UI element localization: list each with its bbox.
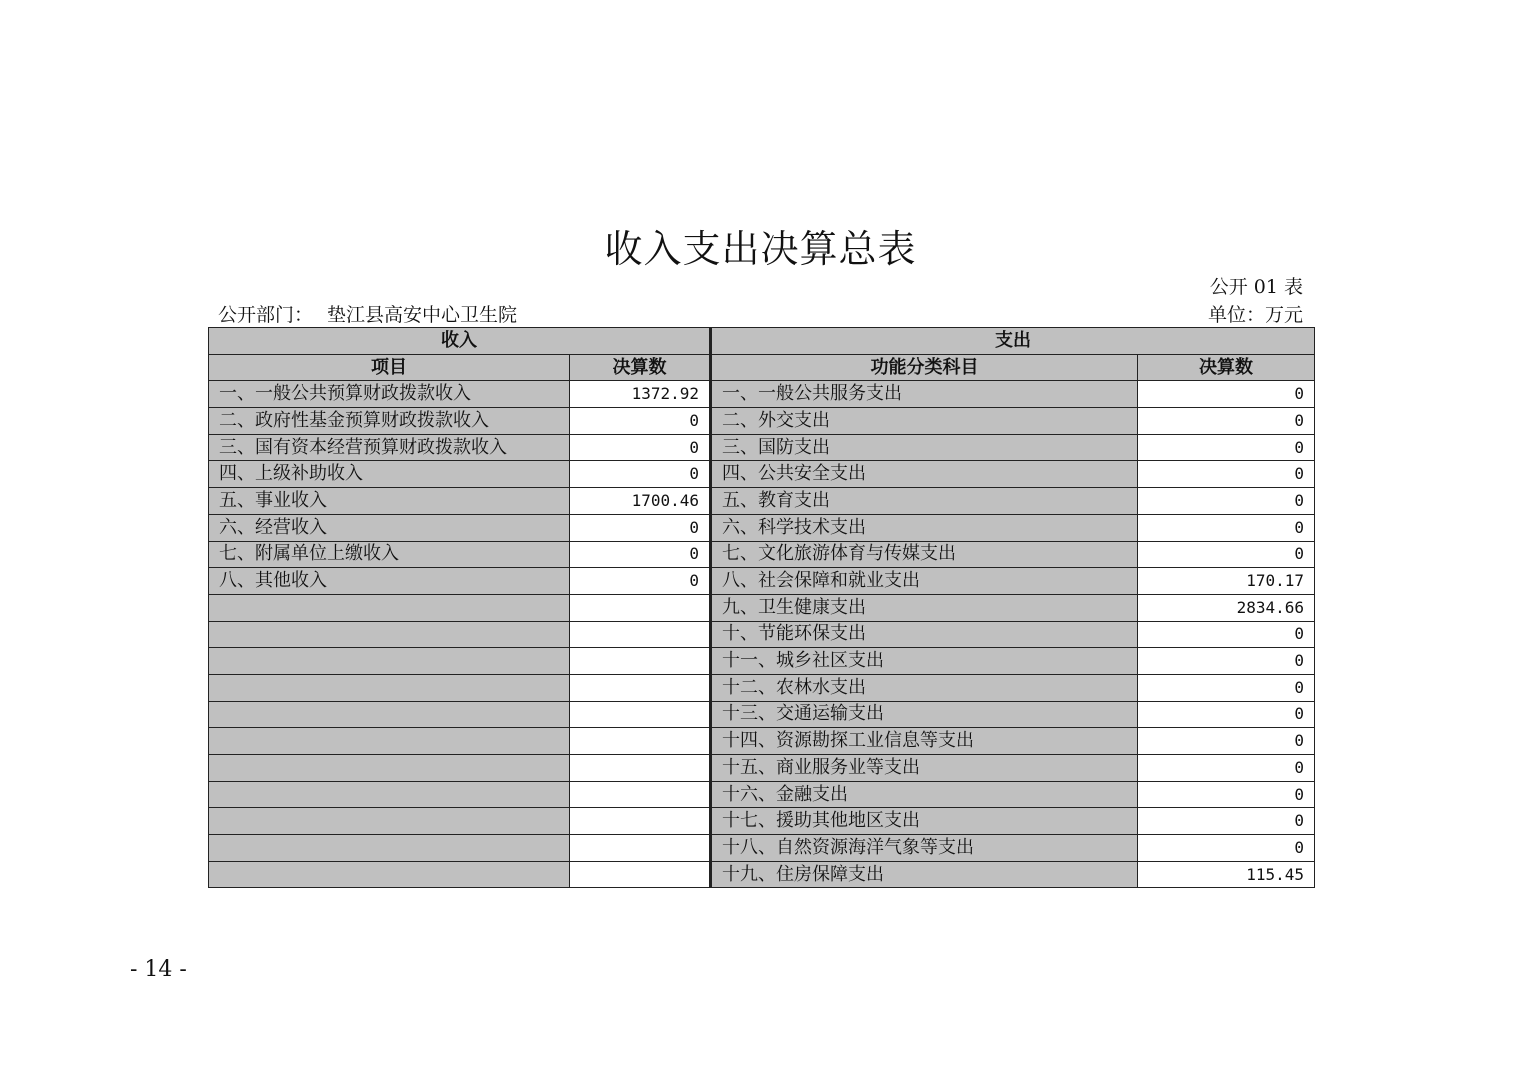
income-value-cell xyxy=(570,674,711,701)
section-header-row xyxy=(209,328,1315,355)
income-value-cell: 1700.46 xyxy=(570,488,711,515)
table-row xyxy=(209,781,1315,808)
category-header: 功能分类科目 xyxy=(711,354,1138,381)
income-value-cell xyxy=(570,781,711,808)
income-value-cell xyxy=(570,648,711,675)
income-value-cell: 0 xyxy=(570,408,711,435)
table-row xyxy=(209,648,1315,675)
expense-value-cell: 0 xyxy=(1138,381,1315,408)
table-row xyxy=(209,541,1315,568)
income-item-cell: 三、国有资本经营预算财政拨款收入 xyxy=(209,434,570,461)
expense-value-cell: 0 xyxy=(1138,781,1315,808)
income-item-cell xyxy=(209,861,570,888)
expense-value-cell: 0 xyxy=(1138,541,1315,568)
income-value-cell: 0 xyxy=(570,514,711,541)
expense-value-cell: 0 xyxy=(1138,514,1315,541)
expense-item-cell: 六、科学技术支出 xyxy=(711,514,1138,541)
income-item-cell xyxy=(209,674,570,701)
expense-item-cell: 十二、农林水支出 xyxy=(711,674,1138,701)
income-item-cell: 四、上级补助收入 xyxy=(209,461,570,488)
expense-value-cell: 0 xyxy=(1138,808,1315,835)
table-row xyxy=(209,755,1315,782)
expense-item-cell: 四、公共安全支出 xyxy=(711,461,1138,488)
expense-item-cell: 一、一般公共服务支出 xyxy=(711,381,1138,408)
expense-value-cell: 115.45 xyxy=(1138,861,1315,888)
income-item-cell: 八、其他收入 xyxy=(209,568,570,595)
table-row xyxy=(209,621,1315,648)
table-row xyxy=(209,861,1315,888)
income-value-cell xyxy=(570,861,711,888)
department-name: 垫江县高安中心卫生院 xyxy=(327,304,518,326)
table-row xyxy=(209,568,1315,595)
expense-item-cell: 五、教育支出 xyxy=(711,488,1138,515)
expense-value-cell: 0 xyxy=(1138,408,1315,435)
income-amount-header: 决算数 xyxy=(570,354,711,381)
table-row xyxy=(209,808,1315,835)
expense-value-cell: 0 xyxy=(1138,434,1315,461)
income-value-cell xyxy=(570,808,711,835)
income-item-cell: 五、事业收入 xyxy=(209,488,570,515)
income-value-cell xyxy=(570,835,711,862)
expense-value-cell: 2834.66 xyxy=(1138,594,1315,621)
income-item-cell xyxy=(209,728,570,755)
income-item-cell xyxy=(209,701,570,728)
table-row xyxy=(209,835,1315,862)
table-row xyxy=(209,381,1315,408)
table-row xyxy=(209,728,1315,755)
expense-item-cell: 十六、金融支出 xyxy=(711,781,1138,808)
income-item-cell xyxy=(209,755,570,782)
expense-item-cell: 十九、住房保障支出 xyxy=(711,861,1138,888)
table-row xyxy=(209,514,1315,541)
expense-item-cell: 八、社会保障和就业支出 xyxy=(711,568,1138,595)
table-row xyxy=(209,461,1315,488)
expense-item-cell: 十三、交通运输支出 xyxy=(711,701,1138,728)
expense-value-cell: 0 xyxy=(1138,835,1315,862)
income-item-cell xyxy=(209,621,570,648)
expense-item-cell: 十、节能环保支出 xyxy=(711,621,1138,648)
income-value-cell xyxy=(570,728,711,755)
department-line xyxy=(218,300,517,327)
table-row xyxy=(209,434,1315,461)
income-value-cell: 0 xyxy=(570,568,711,595)
budget-table xyxy=(208,327,1315,888)
expense-value-cell: 0 xyxy=(1138,701,1315,728)
department-label: 公开部门： xyxy=(218,304,314,326)
income-item-cell: 二、政府性基金预算财政拨款收入 xyxy=(209,408,570,435)
income-value-cell xyxy=(570,701,711,728)
income-header: 收入 xyxy=(209,328,711,355)
form-number: 公开 01 表 xyxy=(1209,276,1303,298)
income-value-cell: 0 xyxy=(570,541,711,568)
expense-value-cell: 0 xyxy=(1138,461,1315,488)
expense-item-cell: 二、外交支出 xyxy=(711,408,1138,435)
unit-label: 单位：万元 xyxy=(1207,304,1303,326)
income-value-cell xyxy=(570,621,711,648)
income-item-cell: 七、附属单位上缴收入 xyxy=(209,541,570,568)
expense-value-cell: 0 xyxy=(1138,488,1315,515)
expense-item-cell: 十五、商业服务业等支出 xyxy=(711,755,1138,782)
expense-item-cell: 三、国防支出 xyxy=(711,434,1138,461)
income-value-cell: 0 xyxy=(570,434,711,461)
expense-item-cell: 十七、援助其他地区支出 xyxy=(711,808,1138,835)
expense-amount-header: 决算数 xyxy=(1138,354,1315,381)
income-value-cell xyxy=(570,594,711,621)
table-row xyxy=(209,488,1315,515)
income-item-cell xyxy=(209,648,570,675)
expense-item-cell: 九、卫生健康支出 xyxy=(711,594,1138,621)
expense-value-cell: 170.17 xyxy=(1138,568,1315,595)
expense-item-cell: 十八、自然资源海洋气象等支出 xyxy=(711,835,1138,862)
expense-value-cell: 0 xyxy=(1138,755,1315,782)
column-header-row xyxy=(209,354,1315,381)
income-item-cell: 一、一般公共预算财政拨款收入 xyxy=(209,381,570,408)
expense-header: 支出 xyxy=(711,328,1315,355)
income-value-cell: 1372.92 xyxy=(570,381,711,408)
income-item-cell xyxy=(209,781,570,808)
expense-value-cell: 0 xyxy=(1138,648,1315,675)
expense-value-cell: 0 xyxy=(1138,621,1315,648)
expense-item-cell: 七、文化旅游体育与传媒支出 xyxy=(711,541,1138,568)
income-value-cell: 0 xyxy=(570,461,711,488)
income-item-cell xyxy=(209,808,570,835)
income-value-cell xyxy=(570,755,711,782)
income-item-cell xyxy=(209,594,570,621)
table-row xyxy=(209,674,1315,701)
table-row xyxy=(209,594,1315,621)
page-number: - 14 - xyxy=(130,957,187,982)
table-row xyxy=(209,408,1315,435)
expense-item-cell: 十一、城乡社区支出 xyxy=(711,648,1138,675)
item-header: 项目 xyxy=(209,354,570,381)
income-item-cell xyxy=(209,835,570,862)
table-row xyxy=(209,701,1315,728)
income-item-cell: 六、经营收入 xyxy=(209,514,570,541)
expense-value-cell: 0 xyxy=(1138,728,1315,755)
expense-item-cell: 十四、资源勘探工业信息等支出 xyxy=(711,728,1138,755)
document-title: 收入支出决算总表 xyxy=(604,227,917,271)
table-body xyxy=(209,381,1315,888)
expense-value-cell: 0 xyxy=(1138,674,1315,701)
